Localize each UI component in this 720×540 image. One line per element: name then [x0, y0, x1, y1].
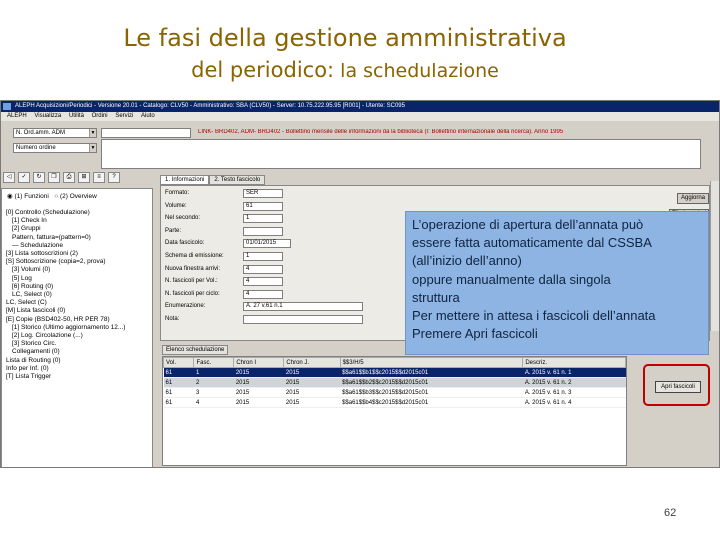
- form-field[interactable]: [243, 227, 283, 236]
- form-label: Enumerazione:: [165, 303, 206, 310]
- form-field[interactable]: 4: [243, 277, 283, 286]
- table-row[interactable]: [164, 388, 626, 398]
- menu-item-ordini[interactable]: Ordini: [91, 113, 108, 119]
- radio-overview[interactable]: ○ (2) Overview: [54, 193, 97, 200]
- form-field[interactable]: 61: [243, 202, 283, 211]
- table-cell: $$a61$$b4$$c2015$$d2015c01: [340, 398, 523, 408]
- expand-icon[interactable]: ⊞: [78, 172, 90, 183]
- window-title: ALEPH Acquisizioni/Periodici - Versione 20.01 - Catalogo: CLV50 - Amministrativo: SBA (CLV50) - Server: 10.75.222.95.95 [R001] - Utente: SC095: [15, 103, 405, 109]
- table-cell: 2015: [234, 368, 284, 378]
- refresh-icon[interactable]: ↻: [33, 172, 45, 183]
- callout-line: Premere Apri fascicoli: [412, 326, 538, 342]
- update-button[interactable]: Aggiorna: [677, 193, 709, 204]
- table-cell: 2: [194, 378, 234, 388]
- form-label: Nota:: [165, 316, 180, 322]
- tree-item[interactable]: [5] Log: [12, 274, 32, 282]
- column-header[interactable]: Descriz.: [523, 358, 626, 368]
- tab-testo-fascicolo[interactable]: 2. Testo fascicolo: [209, 175, 265, 185]
- form-field[interactable]: A. 27 v.61 n.1: [243, 302, 363, 311]
- app-icon: [3, 103, 11, 110]
- help-icon[interactable]: ?: [108, 172, 120, 183]
- table-cell: 2015: [284, 398, 340, 408]
- form-label: N. fascicoli per ciclo:: [165, 290, 220, 297]
- column-header[interactable]: $$3/H/5: [340, 358, 523, 368]
- form-field[interactable]: 1: [243, 252, 283, 261]
- search-field-select[interactable]: Numero ordine ▼: [13, 143, 97, 153]
- tab-elenco-schedulazione[interactable]: Elenco schedulazione: [162, 345, 228, 355]
- form-label: Volume:: [165, 202, 187, 209]
- form-field[interactable]: 01/01/2015: [243, 239, 291, 248]
- table-cell: 61: [164, 388, 194, 398]
- table-cell: 61: [164, 378, 194, 388]
- window-titlebar: [1, 101, 720, 112]
- callout-line: (all’inizio dell’anno): [412, 253, 522, 269]
- tree-item[interactable]: [E] Copie (BSD402-50, HR PER 78): [6, 315, 110, 323]
- form-field[interactable]: SER: [243, 189, 283, 198]
- explanation-callout: [405, 211, 709, 355]
- apri-highlight: [643, 364, 710, 406]
- chevron-down-icon: ▼: [90, 145, 96, 151]
- menu-item-aiuto[interactable]: Aiuto: [141, 113, 155, 119]
- form-field[interactable]: 4: [243, 290, 283, 299]
- subtitle-main: del periodico:: [191, 58, 335, 82]
- table-cell: 4: [194, 398, 234, 408]
- form-label: Data fascicolo:: [165, 240, 205, 247]
- tree-item[interactable]: [2] Log. Circolazione (...): [12, 332, 83, 340]
- table-cell: $$a61$$b2$$c2015$$d2015c01: [340, 378, 523, 388]
- tree-item[interactable]: [3] Lista sottoscrizioni (2): [6, 250, 78, 258]
- form-field[interactable]: [243, 315, 363, 324]
- check-icon[interactable]: ✓: [18, 172, 30, 183]
- table-cell: 61: [164, 368, 194, 378]
- table-cell: 2015: [284, 388, 340, 398]
- table-cell: 61: [164, 398, 194, 408]
- callout-line: L’operazione di apertura dell’annata può: [412, 217, 644, 232]
- radio-funzioni[interactable]: ◉ (1) Funzioni: [7, 193, 49, 200]
- form-field[interactable]: 4: [243, 265, 283, 274]
- search-toolbar: [1, 126, 720, 140]
- function-tree: [6, 209, 152, 381]
- print-icon[interactable]: ⎙: [63, 172, 75, 183]
- column-header[interactable]: Vol.: [164, 358, 194, 368]
- table-cell: 2015: [234, 388, 284, 398]
- tab-informazioni[interactable]: 1. Informazioni: [160, 175, 209, 185]
- tree-item[interactable]: [6] Routing (0): [12, 282, 54, 290]
- table-cell: A. 2015 v. 61 n. 3: [523, 388, 626, 398]
- table-cell: A. 2015 v. 61 n. 4: [523, 398, 626, 408]
- table-cell: 2015: [284, 378, 340, 388]
- tree-item[interactable]: Info per Inf. (0): [6, 364, 49, 372]
- tree-item[interactable]: — Schedulazione: [12, 241, 63, 249]
- table-header-row: [164, 358, 626, 368]
- table-cell: 2015: [234, 378, 284, 388]
- record-summary-box: [101, 139, 701, 169]
- table-row[interactable]: [164, 368, 626, 378]
- table-cell: 2015: [234, 398, 284, 408]
- chevron-down-icon: ▼: [90, 130, 96, 136]
- form-label: Parte:: [165, 227, 182, 234]
- menu-item-visualizza[interactable]: Visualizza: [34, 113, 62, 119]
- tree-item[interactable]: [2] Gruppi: [12, 225, 41, 233]
- menu-item-servizi[interactable]: Servizi: [115, 113, 134, 119]
- column-header[interactable]: Chron I: [234, 358, 284, 368]
- tree-item[interactable]: [1] Storico (Ultimo aggiornamento 12...): [12, 323, 126, 331]
- slide-subtitle: [0, 58, 690, 82]
- tree-item[interactable]: [M] Lista fascicoli (0): [6, 307, 66, 315]
- callout-line: oppure manualmente dalla singola: [412, 271, 611, 287]
- order-number-input[interactable]: [101, 128, 191, 138]
- form-label: Nel secondo:: [165, 215, 201, 222]
- detail-tabs: [160, 175, 265, 185]
- view-radios: [7, 192, 97, 200]
- order-type-select[interactable]: N. Ord.amm. ADM ▼: [13, 128, 97, 138]
- tree-item[interactable]: [T] Lista Trigger: [6, 373, 52, 381]
- menu-item-aleph[interactable]: ALEPH: [7, 113, 27, 119]
- record-info-line: LINK- BRD402, ADM- BRD402 - Bollettino mensile delle informazioni da la biblioteca (I: Bollettino internazionale della ricerca). Anno 1995: [198, 129, 564, 135]
- tree-item[interactable]: [S] Sottoscrizione (copia=2, prova): [6, 258, 106, 266]
- callout-line: struttura: [412, 289, 460, 305]
- slide-title: Le fasi della gestione amministrativa: [123, 24, 567, 52]
- column-header[interactable]: Chron J.: [284, 358, 340, 368]
- menu-bar: [1, 112, 720, 121]
- column-header[interactable]: Fasc.: [194, 358, 234, 368]
- apri-fascicoli-button[interactable]: Apri fascicoli: [655, 381, 701, 393]
- back-icon[interactable]: ◁: [3, 172, 15, 183]
- form-label: N. fascicoli per Vol.:: [165, 278, 218, 285]
- tree-item[interactable]: [3] Volumi (0): [12, 266, 51, 274]
- tree-item[interactable]: LC, Select (C): [6, 299, 47, 307]
- schedule-table: [162, 356, 627, 466]
- form-label: Schema di emissione:: [165, 253, 224, 259]
- table-cell: A. 2015 v. 61 n. 2: [523, 378, 626, 388]
- callout-line: essere fatta automaticamente dal CSSBA: [412, 235, 652, 251]
- table-cell: $$a61$$b1$$c2015$$d2015c01: [340, 368, 523, 378]
- nav-icon-bar: [3, 172, 153, 186]
- table-cell: 2015: [284, 368, 340, 378]
- table-row[interactable]: [164, 398, 626, 408]
- page-number: 62: [664, 507, 677, 519]
- copy-icon[interactable]: ❐: [48, 172, 60, 183]
- table-cell: A. 2015 v. 61 n. 1: [523, 368, 626, 378]
- navigation-tree-panel: [1, 188, 153, 468]
- form-scrollbar[interactable]: [710, 181, 719, 331]
- search-toolbar-2: [1, 141, 720, 155]
- menu-item-utilita[interactable]: Utilità: [68, 113, 84, 119]
- table-row[interactable]: [164, 378, 626, 388]
- tree-item[interactable]: [3] Storico Circ.: [12, 340, 57, 348]
- form-field[interactable]: 1: [243, 214, 283, 223]
- tree-item[interactable]: [0] Controllo (Schedulazione): [6, 209, 90, 216]
- tree-item[interactable]: Collegamenti (0): [12, 348, 60, 356]
- tree-item[interactable]: [1] Check In: [12, 217, 47, 225]
- table-cell: $$a61$$b3$$c2015$$d2015c01: [340, 388, 523, 398]
- table-cell: 3: [194, 388, 234, 398]
- tree-item[interactable]: Pattern, fattura=(pattern=0): [12, 233, 91, 241]
- subtitle-topic: la schedulazione: [334, 60, 499, 82]
- list-icon[interactable]: ≡: [93, 172, 105, 183]
- callout-line: Per mettere in attesa i fascicoli dell’annata: [412, 308, 656, 324]
- tree-item[interactable]: LC, Select (0): [12, 291, 52, 299]
- form-label: Formato:: [165, 190, 190, 196]
- form-label: Nuova finestra arrivi:: [165, 265, 221, 272]
- tree-item[interactable]: Lista di Routing (0): [6, 356, 61, 364]
- table-cell: 1: [194, 368, 234, 378]
